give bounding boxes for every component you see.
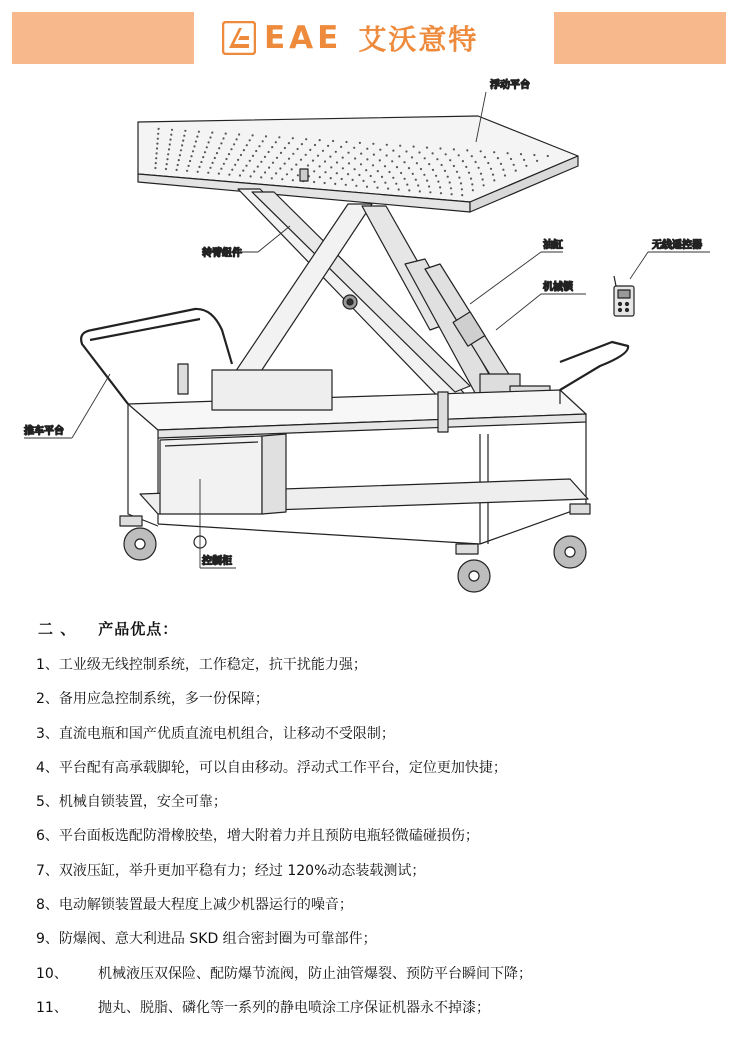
list-item-text: 双液压缸，举升更加平稳有力；经过 120%动态装载测试； [58,862,426,879]
list-item-number: 8、 [36,897,59,914]
brand-mark-icon [222,21,256,55]
list-item-text: 平台配有高承载脚轮，可以自由移动。浮动式工作平台，定位更加快捷； [58,759,507,776]
list-item-number: 1、 [36,657,59,673]
list-item-number: 10、 [36,965,68,982]
list-item [36,998,736,1032]
header-band-right [554,12,726,64]
label-scissor-arm: 转臂组件 [202,248,242,259]
advantage-list [36,655,736,1032]
list-item-number: 9、 [36,931,59,948]
push-handle-left [81,309,232,404]
list-item-text: 抛丸、脱脂、磷化等一系列的静电喷涂工序保证机器永不掉漆； [98,999,490,1016]
label-floating-platform: 浮动平台 [490,80,530,91]
wireless-remote-drawing [614,276,634,316]
list-item-number: 5、 [36,794,59,811]
section-title: 产品优点： [98,620,179,638]
label-wireless-remote: 无线遥控器 [652,240,702,251]
list-item [36,861,736,895]
list-item [36,724,736,758]
list-item [36,964,736,998]
lift-cart-diagram [0,74,750,614]
list-item [36,826,736,860]
list-item [36,655,736,689]
list-item [36,758,736,792]
list-item-text: 机械液压双保险、配防爆节流阀，防止油管爆裂、预防平台瞬间下降； [98,965,532,982]
label-cart-platform: 推车平台 [24,426,64,437]
section-heading [38,618,736,639]
product-advantages [36,614,736,1032]
list-item-text: 机械自锁装置，安全可靠； [58,794,227,811]
list-item-text: 工业级无线控制系统，工作稳定，抗干扰能力强； [58,657,367,673]
list-item-number: 3、 [36,725,59,742]
brand-logo [222,18,478,58]
list-item-text: 平台面板选配防滑橡胶垫，增大附着力并且预防电瓶轻微磕碰损伤； [58,828,479,845]
brand-name-en: EAE [264,20,343,56]
control-cabinet-drawing [160,434,286,514]
label-mechanical-lock: 机械锁 [543,282,573,293]
label-control-cabinet: 控制柜 [202,556,232,567]
list-item-text: 防爆阀、意大利进品 SKD 组合密封圈为可靠部件； [58,931,377,948]
section-number: 二 、 [38,620,77,638]
list-item-number: 4、 [36,759,59,776]
list-item [36,689,736,723]
list-item-text: 电动解锁装置最大程度上减少机器运行的噪音； [58,897,353,914]
caster-wheels [120,504,590,592]
list-item-text: 备用应急控制系统，多一份保障； [58,691,269,708]
brand-name-cn: 艾沃意特 [358,23,479,56]
list-item [36,929,736,963]
label-oil-cylinder: 油缸 [543,240,563,251]
list-item-text: 直流电瓶和国产优质直流电机组合，让移动不受限制； [58,725,395,742]
list-item [36,792,736,826]
floating-platform-drawing [138,116,578,212]
header-band-left [12,12,194,64]
brand-header [0,0,750,74]
list-item-number: 7、 [36,862,59,879]
push-handle-right [560,342,628,390]
list-item-number: 11、 [36,999,68,1016]
list-item-number: 6、 [36,828,59,845]
list-item [36,895,736,929]
list-item-number: 2、 [36,691,59,708]
